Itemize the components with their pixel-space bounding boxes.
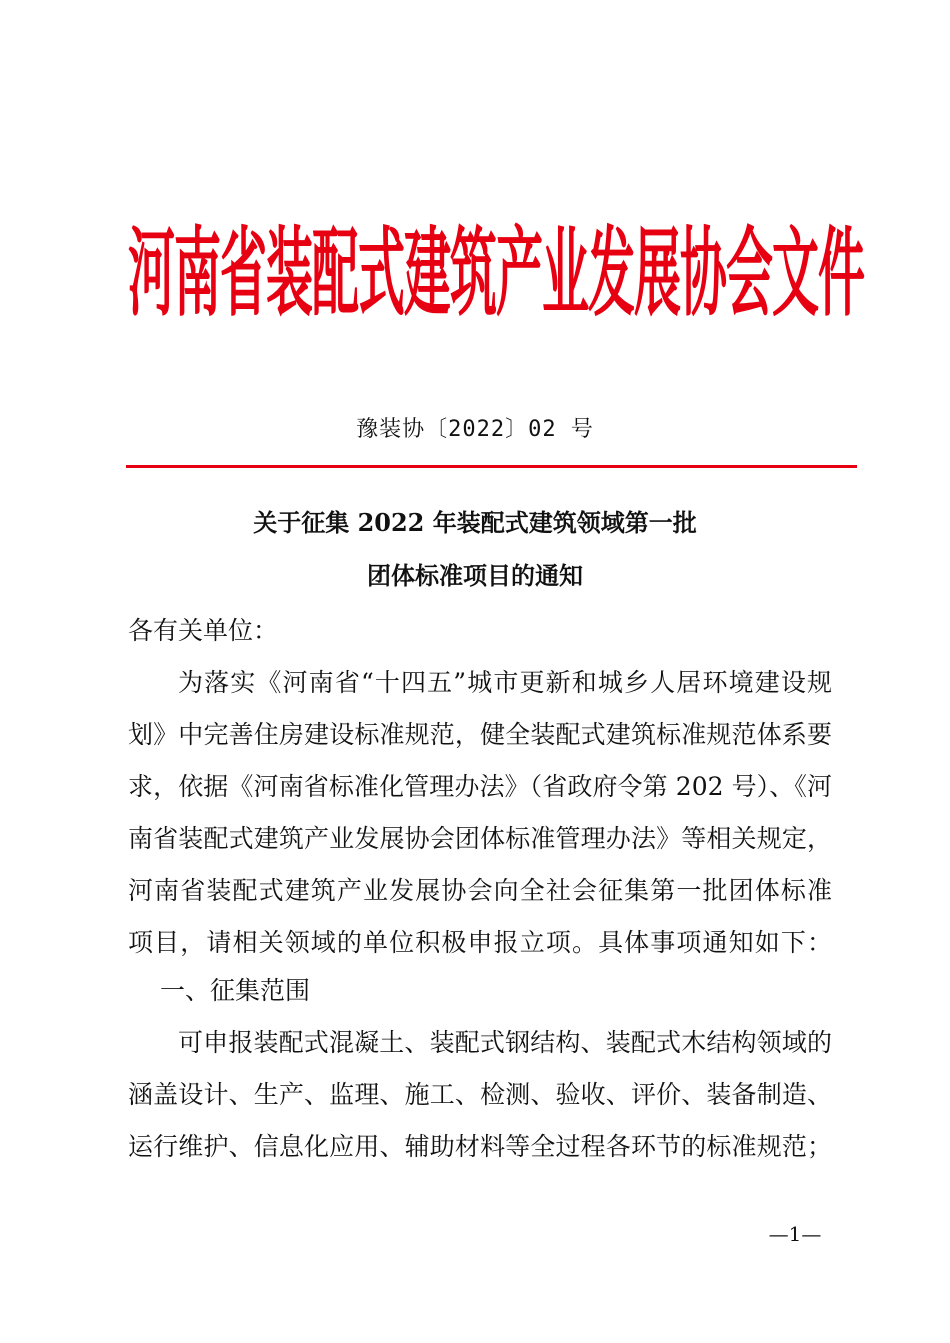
paragraph-line: 涵盖设计、生产、监理、施工、检测、验收、评价、装备制造、 [128, 1080, 832, 1109]
masthead-title: 河南省装配式建筑产业发展协会文件 [128, 217, 864, 331]
paragraph-line: 为落实《河南省“十四五”城市更新和城乡人居环境建设规 [178, 668, 832, 697]
paragraph-line: 可申报装配式混凝土、装配式钢结构、装配式木结构领域的 [178, 1028, 832, 1057]
red-divider-line [126, 465, 857, 468]
notice-title-line-2: 团体标准项目的通知 [367, 561, 583, 590]
paragraph-line: 运行维护、信息化应用、辅助材料等全过程各环节的标准规范； [128, 1132, 832, 1161]
paragraph-line: 划》中完善住房建设标准规范，健全装配式建筑标准规范体系要 [128, 720, 832, 749]
masthead [126, 206, 866, 342]
notice-title-line-1: 关于征集 2022 年装配式建筑领域第一批 [253, 508, 697, 537]
section-heading: 一、征集范围 [160, 976, 311, 1005]
paragraph-line: 河南省装配式建筑产业发展协会向全社会征集第一批团体标准 [128, 876, 832, 905]
page-number: —1— [768, 1222, 822, 1246]
paragraph-line: 南省装配式建筑产业发展协会团体标准管理办法》等相关规定， [128, 824, 832, 853]
salutation: 各有关单位： [128, 616, 279, 645]
document-number: 豫装协〔2022〕02 号 [356, 417, 594, 442]
paragraph-line: 求，依据《河南省标准化管理办法》（省政府令第 202 号）、《河 [128, 772, 832, 801]
paragraph-line: 项目，请相关领域的单位积极申报立项。具体事项通知如下： [128, 928, 832, 957]
